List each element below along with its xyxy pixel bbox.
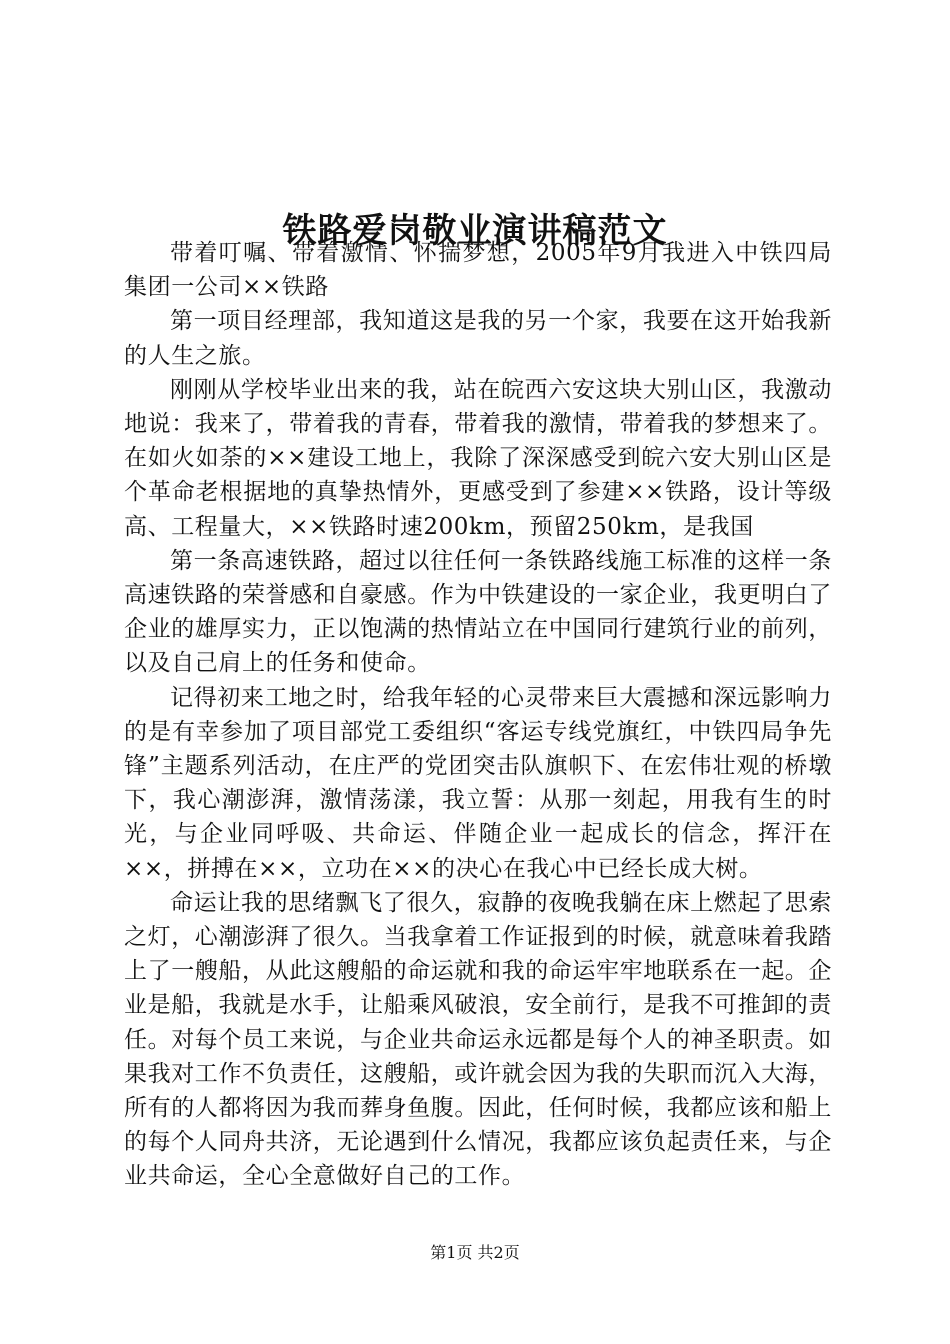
document-body — [124, 236, 832, 1194]
paragraph-3: 刚刚从学校毕业出来的我，站在皖西六安这块大别山区，我激动地说：我来了，带着我的青春，带着我的激情，带着我的梦想来了。在如火如荼的××建设工地上，我除了深深感受到皖六安大别山区是个革命老根据地的真挚热情外，更感受到了参建××铁路，设计等级高、工程量大，××铁路时速200km，预留250km，是我国 — [124, 376, 832, 540]
paragraph-5: 记得初来工地之时，给我年轻的心灵带来巨大震撼和深远影响力的是有幸参加了项目部党工委组织“客运专线党旗红，中铁四局争先锋”主题系列活动，在庄严的党团突击队旗帜下、在宏伟壮观的桥墩下，我心潮澎湃，激情荡漾，我立誓：从那一刻起，用我有生的时光，与企业同呼吸、共命运、伴随企业一起成长的信念，挥汗在××，拼搏在××，立功在××的决心在我心中已经长成大树。 — [124, 684, 832, 882]
paragraph-6: 命运让我的思绪飘飞了很久，寂静的夜晚我躺在床上燃起了思索之灯，心潮澎湃了很久。当我拿着工作证报到的时候，就意味着我踏上了一艘船，从此这艘船的命运就和我的命运牢牢地联系在一起。企业是船，我就是水手，让船乘风破浪，安全前行，是我不可推卸的责任。对每个员工来说，与企业共命运永远都是每个人的神圣职责。如果我对工作不负责任，这艘船，或许就会因为我的失职而沉入大海，所有的人都将因为我而葬身鱼腹。因此，任何时候，我都应该和船上的每个人同舟共济，无论遇到什么情况，我都应该负起责任来，与企业共命运，全心全意做好自己的工作。 — [124, 889, 832, 1190]
document-title: 铁路爱岗敬业演讲稿范文 — [282, 210, 668, 251]
paragraph-4: 第一条高速铁路，超过以往任何一条铁路线施工标准的这样一条高速铁路的荣誉感和自豪感。作为中铁建设的一家企业，我更明白了企业的雄厚实力，正以饱满的热情站立在中国同行建筑行业的前列，以及自己肩上的任务和使命。 — [124, 547, 832, 677]
paragraph-2: 第一项目经理部，我知道这是我的另一个家，我要在这开始我新的人生之旅。 — [124, 308, 832, 369]
page-number-footer: 第1页 共2页 — [430, 1243, 520, 1262]
paragraph-1: 带着叮嘱、带着激情、怀揣梦想，2005年9月我进入中铁四局集团一公司××铁路 — [124, 240, 832, 301]
